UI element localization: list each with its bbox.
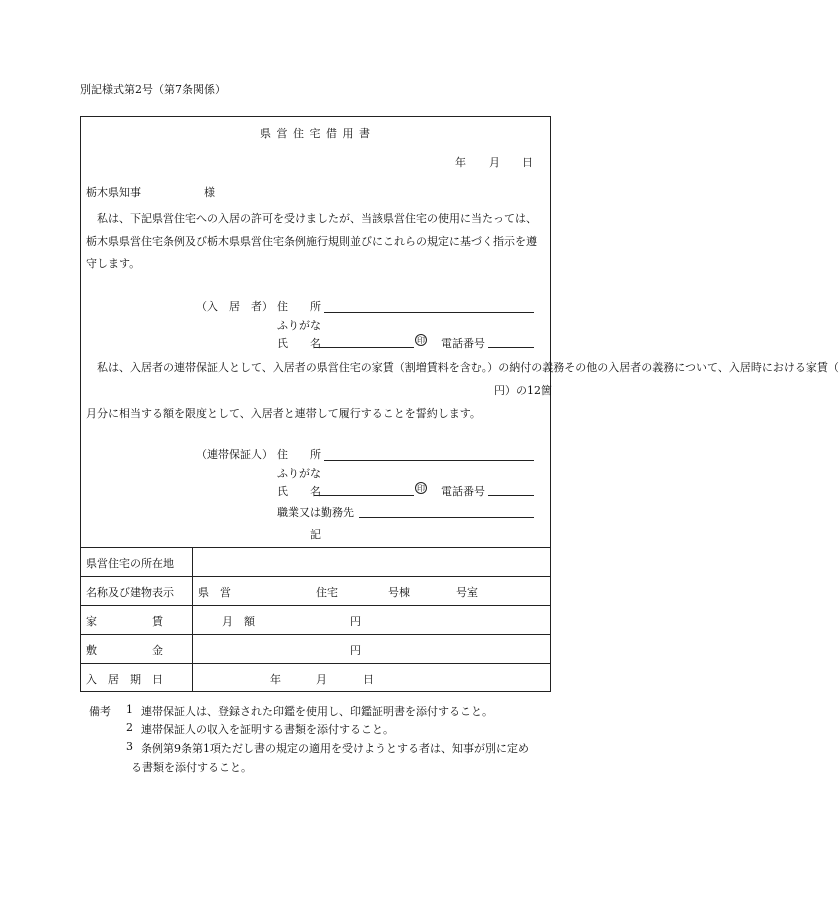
- location-field[interactable]: [194, 549, 548, 575]
- move-in-date-label: 入 居 期 日: [86, 673, 163, 686]
- room-label: 号室: [456, 586, 478, 599]
- date-year-label: 年: [455, 156, 466, 169]
- guarantor-occupation-label: 職業又は勤務先: [277, 506, 354, 519]
- note-1-text: 連帯保証人は、登録された印鑑を使用し、印鑑証明書を添付すること。: [141, 705, 493, 718]
- table-rule-4: [80, 663, 551, 664]
- form-title: 県 営 住 宅 借 用 書: [260, 127, 371, 140]
- guarantor-phone-label: 電話番号: [441, 485, 485, 498]
- guarantor-address-label: 住 所: [277, 448, 321, 461]
- addressee: 栃木県知事: [86, 186, 141, 199]
- resident-phone-label: 電話番号: [441, 337, 485, 350]
- house-label: 住宅: [316, 586, 338, 599]
- rent-label: 家 賃: [86, 615, 163, 628]
- note-1-number: 1: [126, 703, 133, 716]
- guarantor-role: （連帯保証人）: [196, 448, 273, 461]
- move-in-year-label: 年: [270, 673, 281, 686]
- move-in-month-label: 月: [316, 673, 327, 686]
- table-rule-2: [80, 605, 551, 606]
- resident-name-field[interactable]: [314, 347, 414, 348]
- location-label: 県営住宅の所在地: [86, 557, 174, 570]
- guarantor-address-field[interactable]: [324, 460, 534, 461]
- table-column-divider: [192, 547, 193, 692]
- resident-seal-icon: 印: [417, 336, 425, 345]
- resident-name-label: 氏 名: [277, 337, 321, 350]
- move-in-day-label: 日: [363, 673, 374, 686]
- intro-paragraph: 私は、下記県営住宅への入居の許可を受けましたが、当該県営住宅の使用に当たっては、栃木県県営住宅条例及び栃木県県営住宅条例施行規則並びにこれらの規定に基づく指示を遵守します。: [86, 212, 537, 270]
- guarantor-seal-icon: 印: [417, 484, 425, 493]
- resident-phone-field[interactable]: [488, 347, 534, 348]
- guarantee-yen-text: 円）の12箇: [494, 384, 552, 397]
- guarantor-furigana-label: ふりがな: [277, 467, 321, 480]
- rent-yen-label: 円: [350, 615, 361, 628]
- note-3-continuation: る書類を添付すること。: [131, 761, 252, 774]
- form-number-label: 別記様式第2号（第7条関係）: [80, 83, 226, 96]
- resident-address-field[interactable]: [324, 312, 534, 313]
- guarantor-phone-field[interactable]: [488, 495, 534, 496]
- table-rule-3: [80, 634, 551, 635]
- ki-label: 記: [310, 528, 321, 541]
- note-3-number: 3: [126, 740, 133, 753]
- guarantee-line-1: 私は、入居者の連帯保証人として、入居者の県営住宅の家賃（割増賃料を含む。）の納付の義務その他の入居者の義務について、入居時における家賃（: [97, 361, 839, 374]
- table-rule-1: [80, 576, 551, 577]
- guarantor-name-field[interactable]: [314, 495, 414, 496]
- resident-furigana-label: ふりがな: [277, 319, 321, 332]
- note-3-text: 条例第9条第1項ただし書の規定の適用を受けようとする者は、知事が別に定め: [141, 742, 529, 755]
- resident-address-label: 住 所: [277, 300, 321, 313]
- deposit-label: 敷 金: [86, 644, 163, 657]
- guarantor-occupation-field[interactable]: [359, 517, 534, 518]
- name-building-label: 名称及び建物表示: [86, 586, 174, 599]
- table-top-rule: [80, 547, 551, 548]
- date-month-label: 月: [489, 156, 500, 169]
- resident-role: （入 居 者）: [196, 300, 273, 313]
- note-2-text: 連帯保証人の収入を証明する書類を添付すること。: [141, 723, 394, 736]
- note-2-number: 2: [126, 721, 133, 734]
- monthly-label: 月 額: [222, 615, 255, 628]
- guarantee-line-3: 月分に相当する額を限度として、入居者と連帯して履行することを誓約します。: [86, 407, 481, 420]
- guarantor-name-label: 氏 名: [277, 485, 321, 498]
- notes-heading: 備考: [89, 705, 111, 718]
- building-label: 号棟: [388, 586, 410, 599]
- date-day-label: 日: [522, 156, 533, 169]
- name-prefix: 県 営: [198, 586, 231, 599]
- deposit-yen-label: 円: [350, 644, 361, 657]
- honorific: 様: [204, 186, 215, 199]
